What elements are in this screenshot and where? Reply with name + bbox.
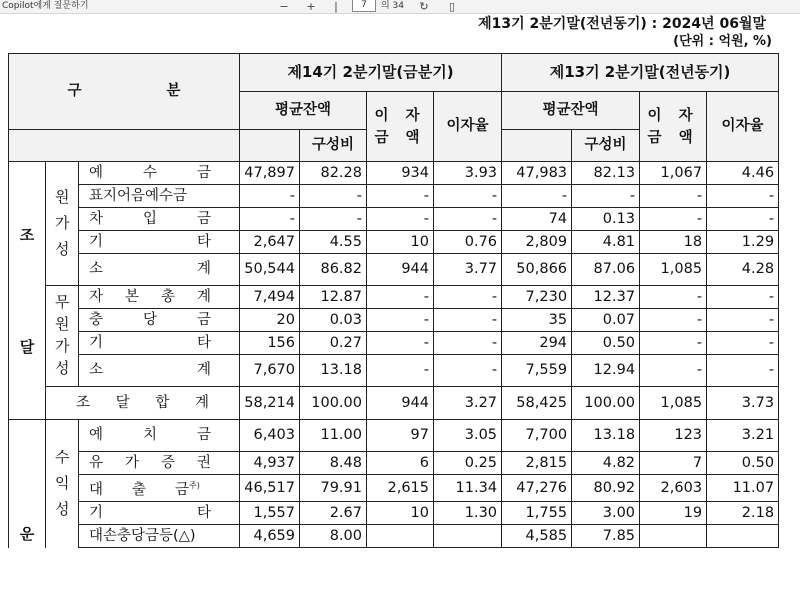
- header-avg-blank-prior: [502, 130, 572, 162]
- cell-value: -: [572, 185, 640, 208]
- copilot-ask-button[interactable]: Copilot에게 질문하기: [2, 1, 89, 11]
- row-label: 자 본 총 계: [79, 286, 240, 309]
- row-label: 기 타: [79, 231, 240, 254]
- cell-value: 4.81: [572, 231, 640, 254]
- cell-value: 79.91: [300, 475, 367, 502]
- row-label: 조 달 합 계: [46, 387, 240, 420]
- row-label: 예 수 금: [79, 162, 240, 185]
- cell-value: -: [434, 185, 502, 208]
- cell-value: 3.00: [572, 502, 640, 525]
- cell-value: 4.46: [707, 162, 779, 185]
- cell-value: 2.67: [300, 502, 367, 525]
- fit-page-icon[interactable]: ▯: [448, 0, 456, 13]
- header-interest-amount: 이 자 금 액: [367, 92, 434, 162]
- cell-value: 4,659: [240, 525, 300, 548]
- cell-value: 50,866: [502, 254, 572, 286]
- cell-value: 4,937: [240, 452, 300, 475]
- row-label: 유 가 증 권: [79, 452, 240, 475]
- cell-value: 156: [240, 332, 300, 355]
- page-total: 의 34: [381, 1, 405, 11]
- cell-value: 944: [367, 254, 434, 286]
- cell-value: -: [434, 355, 502, 387]
- row-label: 기 타: [79, 332, 240, 355]
- cell-value: 11.07: [707, 475, 779, 502]
- cell-value: 4,585: [502, 525, 572, 548]
- cell-value: -: [367, 309, 434, 332]
- header-avg-balance-prior: 평균잔액: [502, 92, 640, 130]
- cell-value: 2,815: [502, 452, 572, 475]
- cell-value: 12.37: [572, 286, 640, 309]
- cell-value: -: [502, 185, 572, 208]
- rotate-icon[interactable]: ↻: [419, 0, 429, 13]
- cell-value: 7: [640, 452, 707, 475]
- cell-value: [707, 525, 779, 548]
- table-row: [9, 452, 779, 475]
- cell-value: 2,603: [640, 475, 707, 502]
- row-label: 차 입 금: [79, 208, 240, 231]
- cell-value: -: [707, 309, 779, 332]
- row-label: 대손충당금등(△): [79, 525, 240, 548]
- table-row: [9, 185, 779, 208]
- cell-value: -: [240, 208, 300, 231]
- header-avg-blank: [240, 130, 300, 162]
- cell-value: 2,809: [502, 231, 572, 254]
- cell-value: -: [707, 185, 779, 208]
- cell-value: 100.00: [300, 387, 367, 420]
- cell-value: 0.03: [300, 309, 367, 332]
- cell-value: 35: [502, 309, 572, 332]
- header-row-1: [9, 54, 779, 92]
- cell-value: 294: [502, 332, 572, 355]
- cell-value: -: [640, 286, 707, 309]
- cell-value: -: [434, 332, 502, 355]
- table-row: [9, 332, 779, 355]
- header-period-prior: 제13기 2분기말(전년동기): [502, 54, 779, 92]
- cell-value: 47,276: [502, 475, 572, 502]
- cell-value: 11.34: [434, 475, 502, 502]
- cell-value: -: [640, 185, 707, 208]
- cell-value: -: [300, 208, 367, 231]
- subgroup-noncost: 무원가성: [46, 286, 79, 387]
- cell-value: 1,067: [640, 162, 707, 185]
- cell-value: 1,085: [640, 387, 707, 420]
- cell-value: 0.07: [572, 309, 640, 332]
- cell-value: -: [640, 208, 707, 231]
- header-interest-amount-prior: 이 자 금 액: [640, 92, 707, 162]
- document-title: 제13기 2분기말(전년동기) : 2024년 06월말: [478, 16, 766, 32]
- cell-value: 47,897: [240, 162, 300, 185]
- zoom-out-button[interactable]: −: [279, 0, 289, 13]
- cell-value: 82.13: [572, 162, 640, 185]
- cell-value: 6: [367, 452, 434, 475]
- cell-value: 7,230: [502, 286, 572, 309]
- row-label: 표지어음예수금: [79, 185, 240, 208]
- cell-value: 7.85: [572, 525, 640, 548]
- cell-value: 20: [240, 309, 300, 332]
- cell-value: -: [640, 355, 707, 387]
- cell-value: 934: [367, 162, 434, 185]
- cell-value: -: [707, 355, 779, 387]
- table-row: [9, 162, 779, 185]
- cell-value: 2,615: [367, 475, 434, 502]
- cell-value: -: [640, 332, 707, 355]
- cell-value: 74: [502, 208, 572, 231]
- cell-value: 6,403: [240, 420, 300, 452]
- cell-value: 4.82: [572, 452, 640, 475]
- cell-value: 3.27: [434, 387, 502, 420]
- table-row: [9, 475, 779, 502]
- row-label: 충 당 금: [79, 309, 240, 332]
- cell-value: -: [707, 332, 779, 355]
- table-row: [9, 502, 779, 525]
- zoom-in-button[interactable]: +: [306, 0, 316, 13]
- table-row: [9, 254, 779, 286]
- row-label: 대 출 금$^{주)}$: [79, 475, 240, 502]
- cell-value: 12.87: [300, 286, 367, 309]
- cell-value: 7,559: [502, 355, 572, 387]
- cell-value: 58,214: [240, 387, 300, 420]
- cell-value: 2.18: [707, 502, 779, 525]
- loans-footnote-mark: 주): [189, 481, 200, 490]
- cell-value: 97: [367, 420, 434, 452]
- cell-value: 1.29: [707, 231, 779, 254]
- cell-value: -: [240, 185, 300, 208]
- cell-value: 7,700: [502, 420, 572, 452]
- cell-value: -: [640, 309, 707, 332]
- cell-value: 0.50: [707, 452, 779, 475]
- cell-value: 0.25: [434, 452, 502, 475]
- cell-value: 80.92: [572, 475, 640, 502]
- page-number-input[interactable]: 7: [352, 0, 376, 12]
- cell-value: 0.76: [434, 231, 502, 254]
- cell-value: 46,517: [240, 475, 300, 502]
- cell-value: 47,983: [502, 162, 572, 185]
- table-row: [9, 525, 779, 548]
- header-category-filler: [9, 130, 240, 162]
- cell-value: -: [707, 208, 779, 231]
- group-income: 운: [9, 420, 46, 548]
- cell-value: 4.28: [707, 254, 779, 286]
- cell-value: 3.05: [434, 420, 502, 452]
- table-row: [9, 309, 779, 332]
- cell-value: -: [367, 286, 434, 309]
- cell-value: 1,557: [240, 502, 300, 525]
- cell-value: 19: [640, 502, 707, 525]
- cell-value: 18: [640, 231, 707, 254]
- cell-value: [640, 525, 707, 548]
- cell-value: 1,085: [640, 254, 707, 286]
- viewer-toolbar: [0, 0, 800, 14]
- row-label: 소 계: [79, 355, 240, 387]
- row-label: 예 치 금: [79, 420, 240, 452]
- cell-value: 0.27: [300, 332, 367, 355]
- cell-value: 12.94: [572, 355, 640, 387]
- cell-value: 1,755: [502, 502, 572, 525]
- cell-value: 3.21: [707, 420, 779, 452]
- cell-value: 10: [367, 502, 434, 525]
- cell-value: 13.18: [572, 420, 640, 452]
- cell-value: 13.18: [300, 355, 367, 387]
- subgroup-cost: 원가성: [46, 162, 79, 286]
- cell-value: [367, 525, 434, 548]
- cell-value: 3.93: [434, 162, 502, 185]
- funding-table: [8, 53, 779, 548]
- cell-value: 7,670: [240, 355, 300, 387]
- cell-value: -: [367, 208, 434, 231]
- cell-value: 87.06: [572, 254, 640, 286]
- row-label: 소 계: [79, 254, 240, 286]
- table-row-total: [9, 387, 779, 420]
- table-row: [9, 208, 779, 231]
- cell-value: 58,425: [502, 387, 572, 420]
- header-composition-prior: 구성비: [572, 130, 640, 162]
- cell-value: 4.55: [300, 231, 367, 254]
- cell-value: 2,647: [240, 231, 300, 254]
- group-funding: 조 달: [9, 162, 46, 420]
- cell-value: 86.82: [300, 254, 367, 286]
- table-row: [9, 420, 779, 452]
- table-row: [9, 286, 779, 309]
- cell-value: 8.00: [300, 525, 367, 548]
- table-row: [9, 231, 779, 254]
- cell-value: -: [434, 286, 502, 309]
- cell-value: 7,494: [240, 286, 300, 309]
- cell-value: -: [367, 185, 434, 208]
- cell-value: 82.28: [300, 162, 367, 185]
- cell-value: -: [300, 185, 367, 208]
- cell-value: -: [434, 208, 502, 231]
- header-interest-rate-prior: 이자율: [707, 92, 779, 162]
- cell-value: [434, 525, 502, 548]
- header-period-current: 제14기 2분기말(금분기): [240, 54, 502, 92]
- document-unit: (단위 : 억원, %): [673, 34, 772, 49]
- header-interest-rate: 이자율: [434, 92, 502, 162]
- cell-value: 3.73: [707, 387, 779, 420]
- cell-value: 3.77: [434, 254, 502, 286]
- cell-value: -: [367, 332, 434, 355]
- cell-value: -: [367, 355, 434, 387]
- table-row: [9, 355, 779, 387]
- cell-value: 123: [640, 420, 707, 452]
- cell-value: 8.48: [300, 452, 367, 475]
- header-avg-balance: 평균잔액: [240, 92, 367, 130]
- cell-value: 0.50: [572, 332, 640, 355]
- row-label: 기 타: [79, 502, 240, 525]
- cell-value: 944: [367, 387, 434, 420]
- header-category: 구 분: [9, 54, 240, 130]
- cell-value: 100.00: [572, 387, 640, 420]
- divider-icon: |: [334, 0, 338, 13]
- cell-value: -: [707, 286, 779, 309]
- cell-value: 11.00: [300, 420, 367, 452]
- cell-value: 1.30: [434, 502, 502, 525]
- subgroup-income: 수익성: [46, 420, 79, 548]
- cell-value: 10: [367, 231, 434, 254]
- cell-value: 50,544: [240, 254, 300, 286]
- header-composition: 구성비: [300, 130, 367, 162]
- cell-value: -: [434, 309, 502, 332]
- cell-value: 0.13: [572, 208, 640, 231]
